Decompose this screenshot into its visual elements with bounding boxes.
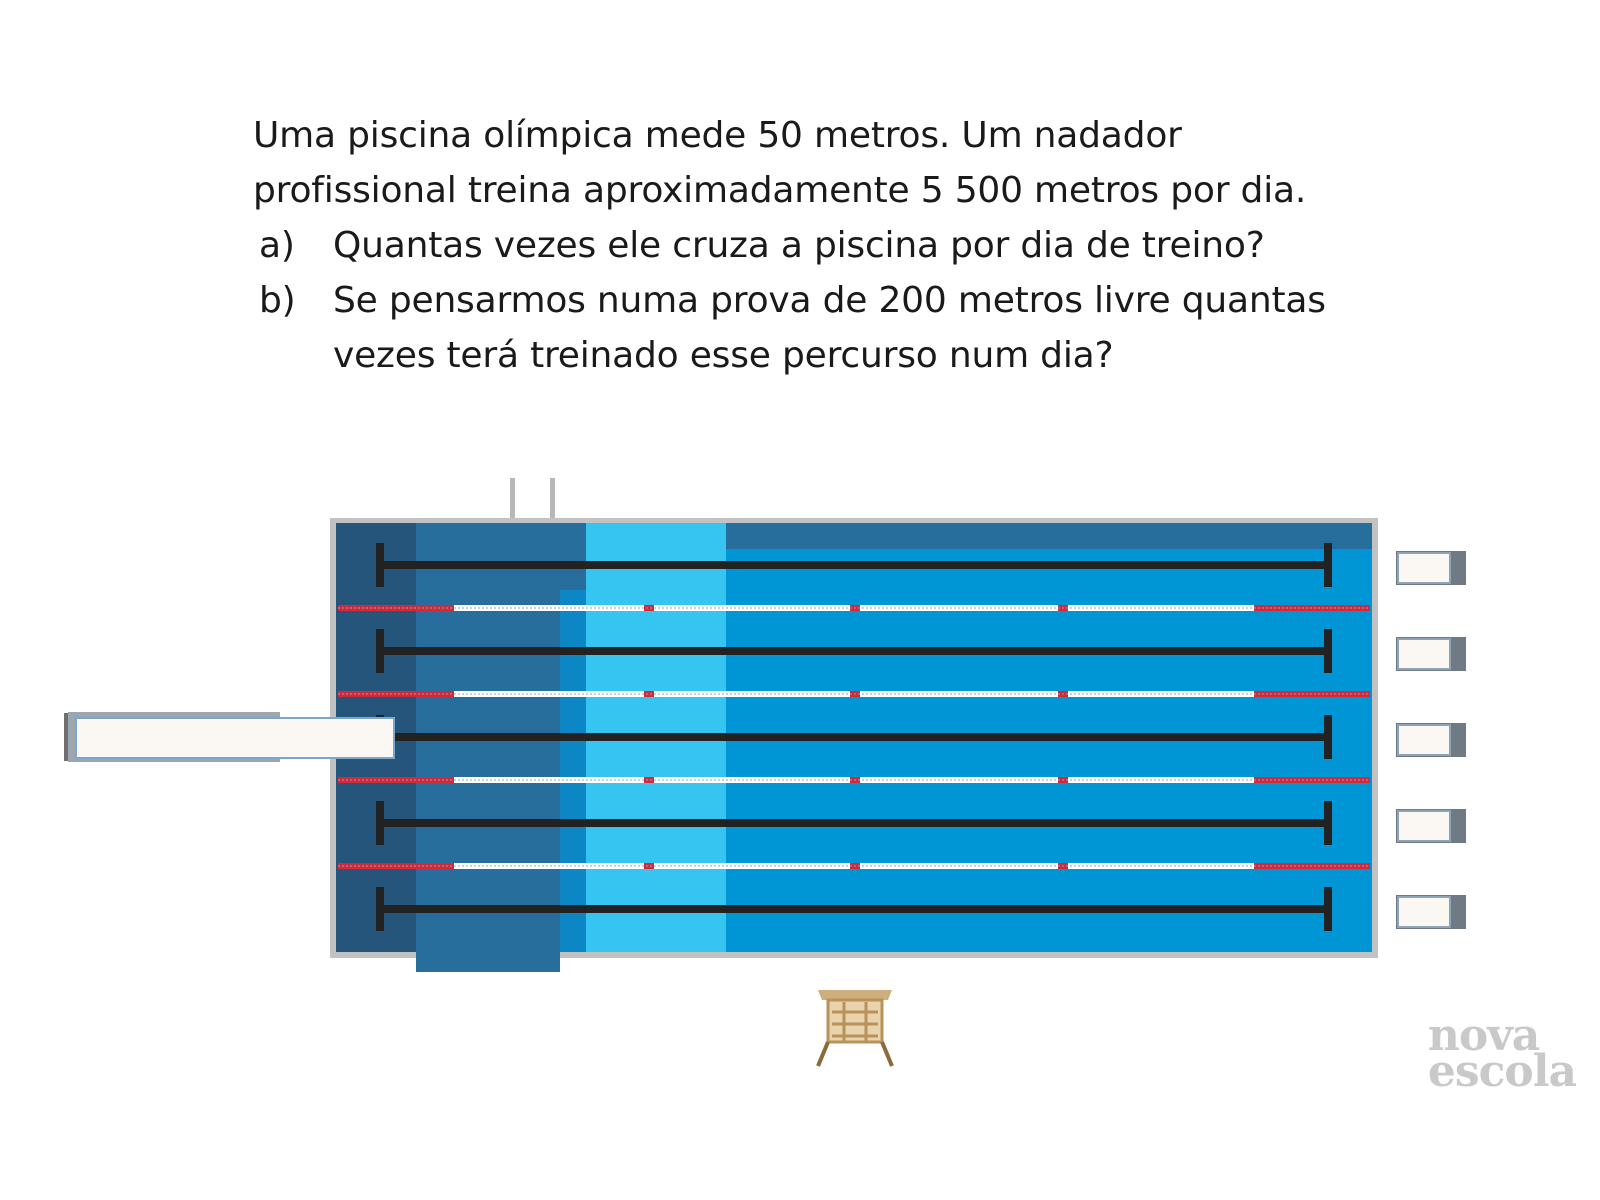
- diving-board-icon: [64, 712, 394, 762]
- starting-block-icon: [1396, 723, 1466, 757]
- nova-escola-logo: [1427, 1010, 1576, 1097]
- item-text-a: Quantas vezes ele cruza a piscina por dia de treino?: [333, 225, 1265, 266]
- lane-rope: [338, 605, 1370, 611]
- lifeguard-chair-icon: [818, 990, 892, 1066]
- logo-line-2: escola: [1427, 1046, 1576, 1097]
- lane-rope: [338, 777, 1370, 783]
- starting-block-icon: [1396, 551, 1466, 585]
- lane-rope: [338, 691, 1370, 697]
- item-marker-a: a): [259, 225, 295, 266]
- starting-block-icon: [1396, 895, 1466, 929]
- starting-block-icon: [1396, 809, 1466, 843]
- starting-block-icon: [1396, 637, 1466, 671]
- question-intro: Uma piscina olímpica mede 50 metros. Um nadador profissional treina aproximadamente 5 500 metros por dia.: [253, 115, 1307, 211]
- item-marker-b: b): [259, 280, 296, 321]
- lane-rope: [338, 863, 1370, 869]
- logo-line-1: nova: [1427, 1010, 1540, 1061]
- pool-overlay-edge: [560, 590, 586, 952]
- pool-mid-shade-ext: [416, 952, 560, 972]
- pool-top-shade: [726, 523, 1372, 549]
- item-text-b: Se pensarmos numa prova de 200 metros livre quantas vezes terá treinado esse percurso num dia?: [333, 280, 1326, 376]
